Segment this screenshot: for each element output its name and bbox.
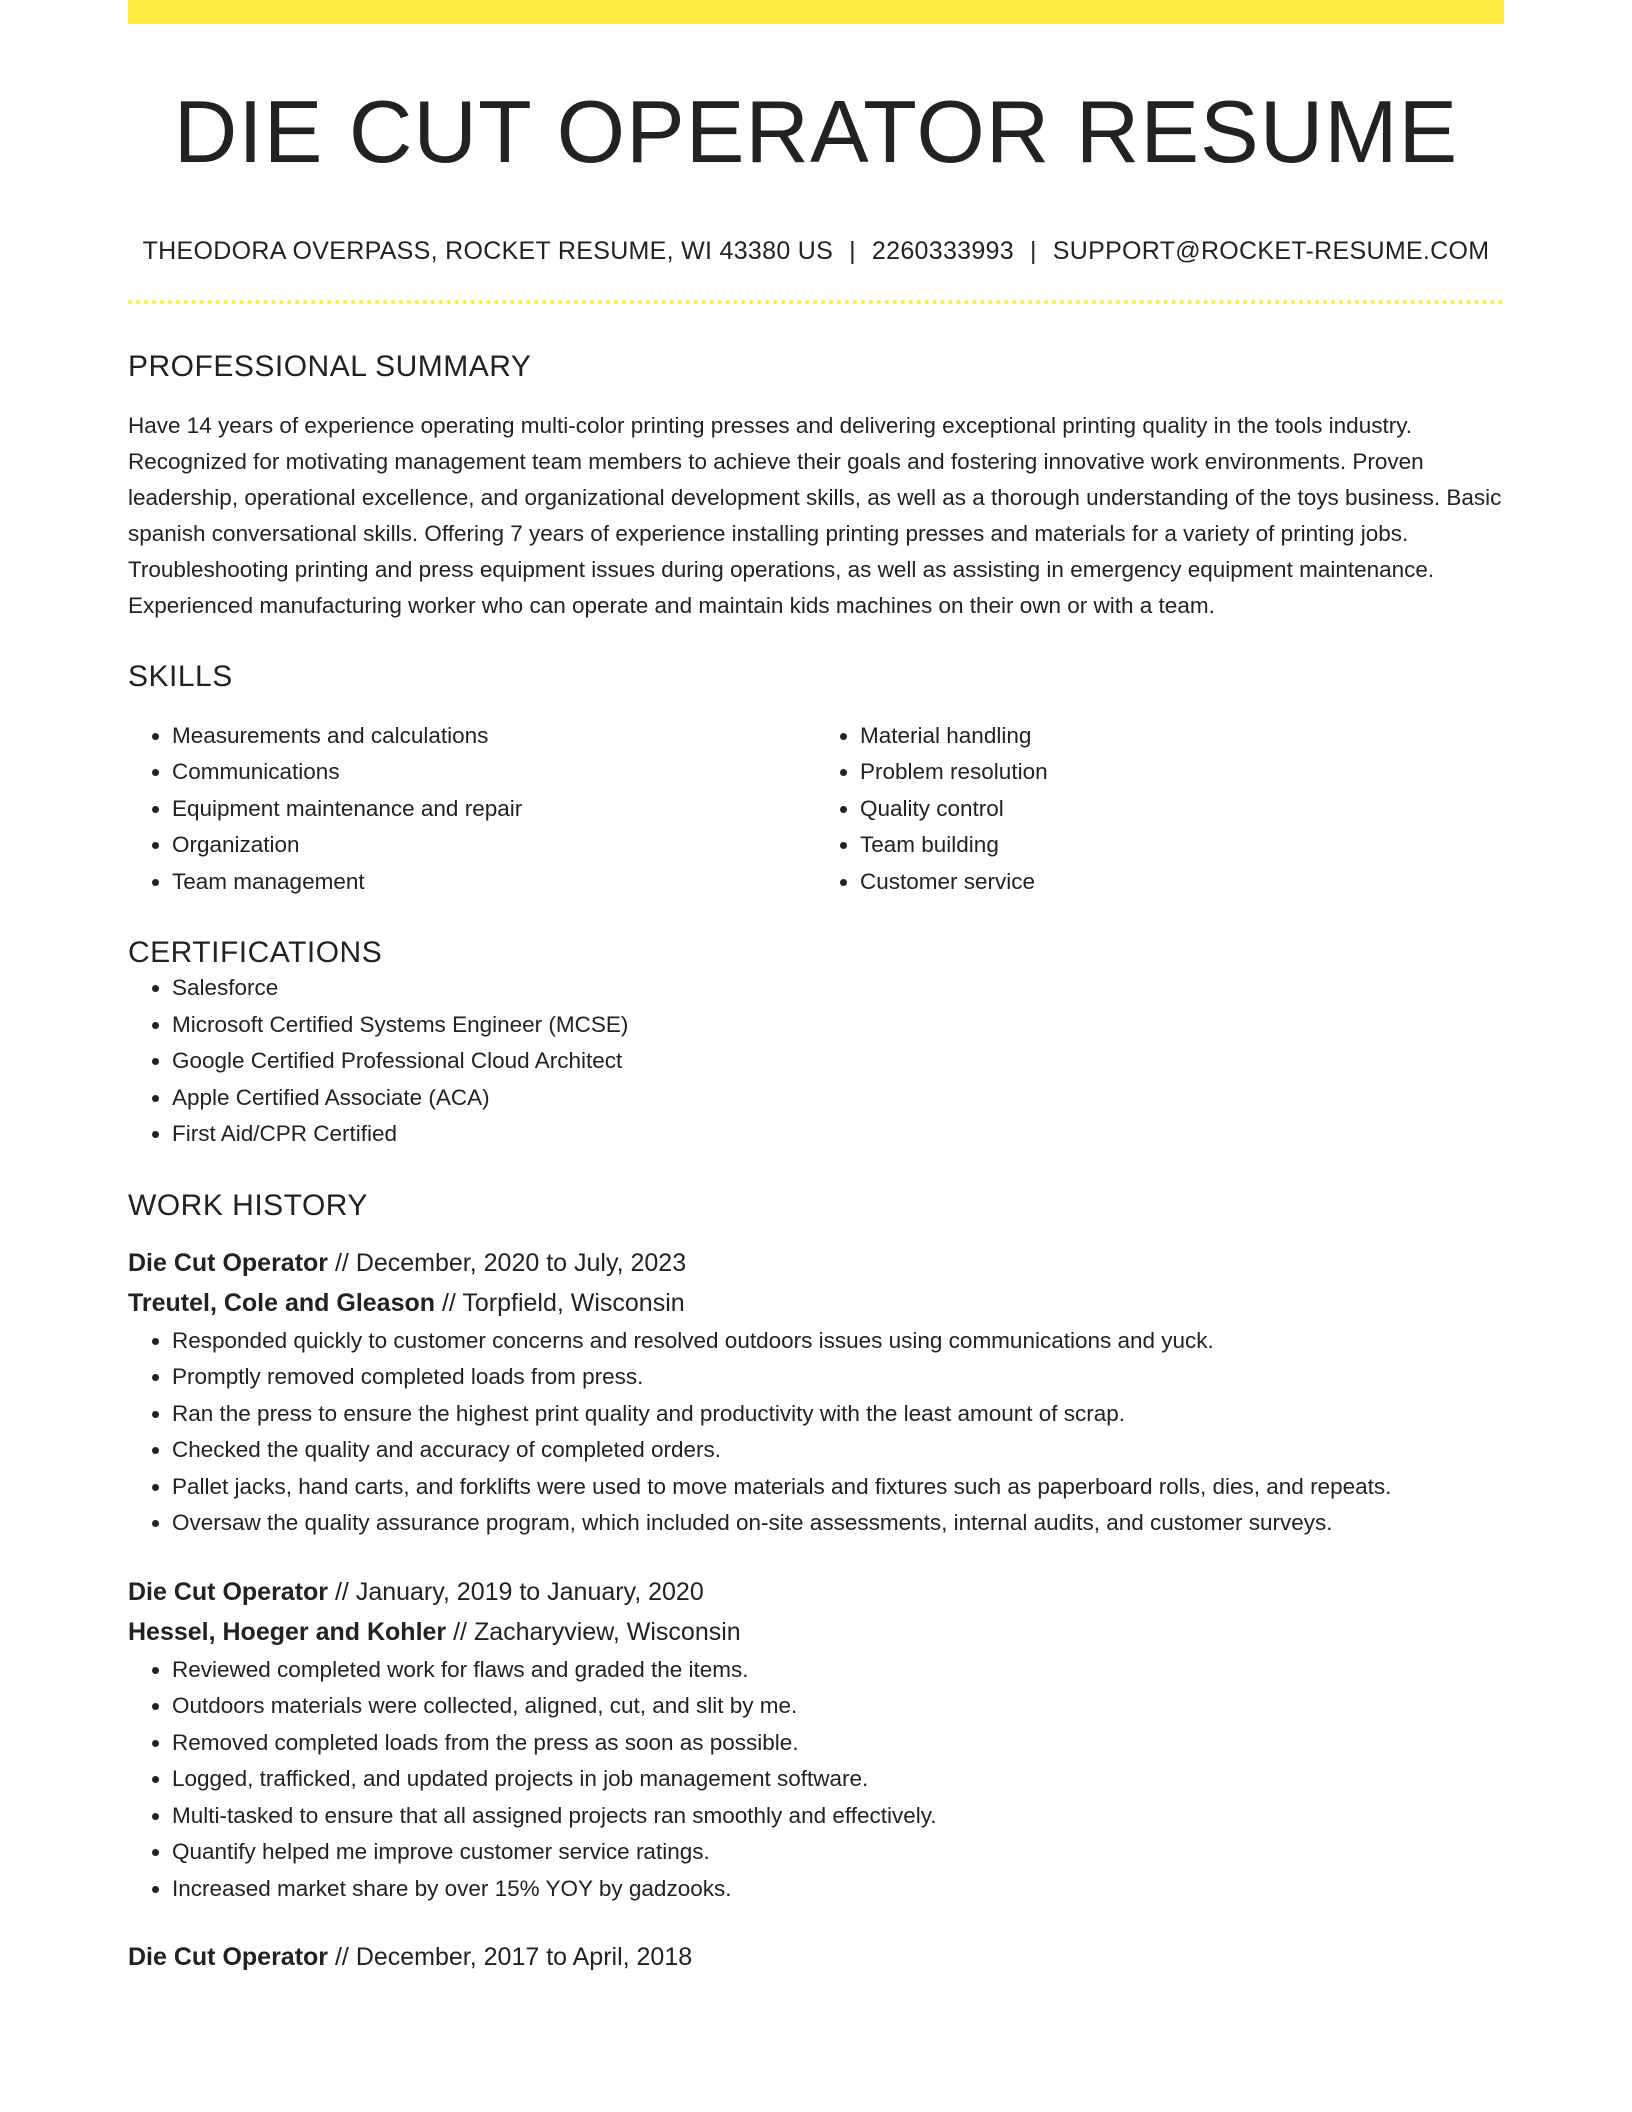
certification-item: • Apple Certified Associate (ACA) <box>172 1080 1504 1117</box>
skill-item: • Equipment maintenance and repair <box>172 791 816 828</box>
accent-top-bar <box>128 0 1504 24</box>
skill-item: • Problem resolution <box>860 754 1504 791</box>
job-title-line <box>128 1937 1504 1977</box>
job-duty-item: • Multi-tasked to ensure that all assigned projects ran smoothly and effectively. <box>172 1798 1504 1835</box>
job-duty-item: • Promptly removed completed loads from press. <box>172 1359 1504 1396</box>
skills-grid <box>128 718 1504 901</box>
job-company: Hessel, Hoeger and Kohler <box>128 1617 447 1646</box>
job-dates: // January, 2019 to January, 2020 <box>328 1577 704 1606</box>
job-title: Die Cut Operator <box>128 1248 329 1277</box>
job-title-line <box>128 1572 1504 1612</box>
job-title: Die Cut Operator <box>128 1577 329 1606</box>
skill-item: • Team building <box>860 827 1504 864</box>
resume-page <box>128 0 1504 1977</box>
job-duty-item: • Checked the quality and accuracy of completed orders. <box>172 1432 1504 1469</box>
resume-title: DIE CUT OPERATOR RESUME <box>173 82 1459 181</box>
skill-item: • Material handling <box>860 718 1504 755</box>
certification-item: • First Aid/CPR Certified <box>172 1116 1504 1153</box>
job-duty-item: • Responded quickly to customer concerns and resolved outdoors issues using communications and yuck. <box>172 1323 1504 1360</box>
certifications-heading: CERTIFICATIONS <box>128 936 383 970</box>
skill-item: • Measurements and calculations <box>172 718 816 755</box>
job-entry <box>128 1243 1504 1542</box>
job-company-line <box>128 1283 1504 1323</box>
job-duty-item: • Outdoors materials were collected, aligned, cut, and slit by me. <box>172 1688 1504 1725</box>
certifications-list <box>128 970 1504 1153</box>
contact-email[interactable]: SUPPORT@ROCKET-RESUME.COM <box>1052 236 1490 265</box>
job-duty-item: • Removed completed loads from the press as soon as possible. <box>172 1725 1504 1762</box>
skill-item: • Team management <box>172 864 816 901</box>
skills-column-left <box>128 718 816 901</box>
job-duty-item: • Reviewed completed work for flaws and graded the items. <box>172 1652 1504 1689</box>
dotted-divider <box>128 300 1504 304</box>
certification-item: • Google Certified Professional Cloud Architect <box>172 1043 1504 1080</box>
job-company-line <box>128 1612 1504 1652</box>
job-location: // Zacharyview, Wisconsin <box>446 1617 741 1646</box>
job-duty-item: • Pallet jacks, hand carts, and forklifts were used to move materials and fixtures such as paperboard rolls, dies, and repeats. <box>172 1469 1504 1506</box>
skill-item: • Customer service <box>860 864 1504 901</box>
job-dates: // December, 2020 to July, 2023 <box>328 1248 687 1277</box>
job-entry <box>128 1937 1504 1977</box>
job-title-line <box>128 1243 1504 1283</box>
job-duty-item: • Oversaw the quality assurance program, which included on-site assessments, internal audits, and customer surveys. <box>172 1505 1504 1542</box>
skills-list-left <box>128 718 816 901</box>
job-duty-item: • Logged, trafficked, and updated projects in job management software. <box>172 1761 1504 1798</box>
skill-item: • Communications <box>172 754 816 791</box>
contact-address: THEODORA OVERPASS, ROCKET RESUME, WI 43380 US <box>142 236 834 265</box>
job-entry <box>128 1572 1504 1908</box>
skills-heading: SKILLS <box>128 659 233 693</box>
skill-item: • Quality control <box>860 791 1504 828</box>
job-duties-list <box>128 1652 1504 1908</box>
skills-column-right <box>816 718 1504 901</box>
summary-text: Have 14 years of experience operating multi-color printing presses and delivering exceptional printing quality in the tools industry. Recognized for motivating management team members to achieve their goals and fostering innovative work environments. Proven leadership, operational excellence, and organizational development skills, as well as a thorough understanding of the toys business. Basic spanish conversational skills. Offering 7 years of experience installing printing presses and materials for a variety of printing jobs. Troubleshooting printing and press equipment issues during operations, as well as assisting in emergency equipment maintenance. Experienced manufacturing worker who can operate and maintain kids machines on their own or with a team. <box>128 412 1502 618</box>
job-duty-item: • Ran the press to ensure the highest print quality and productivity with the least amount of scrap. <box>172 1396 1504 1433</box>
certification-item: • Salesforce <box>172 970 1504 1007</box>
job-location: // Torpfield, Wisconsin <box>435 1288 685 1317</box>
skill-item: • Organization <box>172 827 816 864</box>
certification-item: • Microsoft Certified Systems Engineer (MCSE) <box>172 1007 1504 1044</box>
contact-separator: | <box>1029 236 1037 265</box>
job-duties-list <box>128 1323 1504 1542</box>
job-company: Treutel, Cole and Gleason <box>128 1288 436 1317</box>
job-dates: // December, 2017 to April, 2018 <box>328 1943 693 1972</box>
contact-separator: | <box>849 236 856 265</box>
work-history-heading: WORK HISTORY <box>128 1188 368 1222</box>
contact-line <box>128 237 1504 266</box>
job-duty-item: • Quantify helped me improve customer service ratings. <box>172 1834 1504 1871</box>
job-duty-item: • Increased market share by over 15% YOY by gadzooks. <box>172 1871 1504 1908</box>
summary-heading: PROFESSIONAL SUMMARY <box>128 349 532 383</box>
skills-list-right <box>816 718 1504 901</box>
job-title: Die Cut Operator <box>128 1943 329 1972</box>
contact-phone[interactable]: 2260333993 <box>871 236 1014 265</box>
